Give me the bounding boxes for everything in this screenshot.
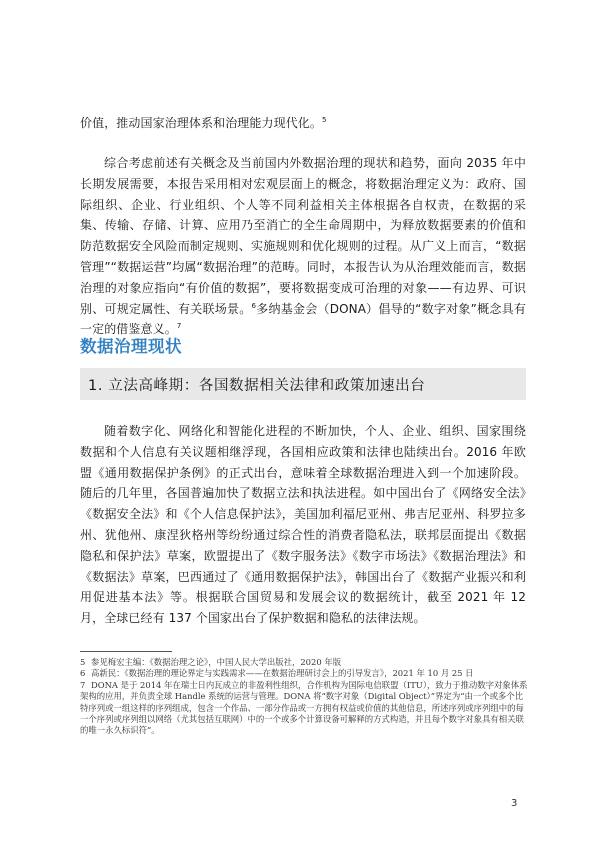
page-number: 3 — [511, 798, 518, 809]
footnote-ref-7[interactable]: 7 — [176, 322, 182, 331]
footnote-ref-5[interactable]: 5 — [322, 116, 327, 124]
footnotes — [80, 657, 530, 737]
section-title: 数据治理现状 — [80, 337, 182, 356]
subsection-title: 1. 立法高峰期：各国数据相关法律和政策加速出台 — [88, 378, 426, 394]
paragraph-continuation: 价值，推动国家治理体系和治理能力现代化。$^5$ — [80, 116, 327, 130]
paragraph-legislation: 随着数字化、网络化和智能化进程的不断加快，个人、企业、组织、国家围绕数据和个人信息有关议题相继浮现，各国相应政策和法律也陆续出台。2016 年欧盟《通用数据保护条例》的正式出台，意味着全球数据治理进入到一个加速阶段。随后的几年里，各国普遍加快了数据立法和执法进程。如中国出台了《网络安全法》《数据安全法》和《个人信息保护法》，美国加利福尼亚州、弗吉尼亚州、科罗拉多州、犹他州、康涅狄格州等纷纷通过综合性的消费者隐私法，联邦层面提出《数据隐私和保护法》草案，欧盟提出了《数字服务法》《数字市场法》《数据治理法》和《数据法》草案，巴西通过了《通用数据保护法》，韩国出台了《数据产业振兴和利用促进基本法》等。根据联合国贸易和发展会议的数据统计，截至 2021 年 12 月，全球已经有 137 个国家出台了保护数据和隐私的法律法规。 — [80, 424, 526, 626]
footnote-5: 5 参见梅宏主编：《数据治理之论》，中国人民大学出版社，2020 年版 — [80, 657, 342, 667]
paragraph-definition: 综合考虑前述有关概念及当前国内外数据治理的现状和趋势，面向 2035 年中长期发展需要，本报告采用相对宏观层面上的概念，将数据治理定义为：政府、国际组织、企业、行业组织、个人等不同利益相关主体根据各自权责，在数据的采集、传输、存储、计算、应用乃至消亡的全生命周期中，为释放数据要素的价值和防范数据安全风险而制定规则、实施规则和优化规则的过程。从广义上而言，“数据管理”“数据运营”均属“数据治理”的范畴。同时，本报告认为从治理效能而言，数据治理的对象应指向“有价值的数据”，要将数据变成可治理的对象——有边界、可识别、可规定属性、有关联场景。$^6$多纳基金会（DONA）倡导的“数字对象”概念具有一定的借鉴意义。$^7$ — [80, 156, 526, 337]
footnote-6: 6 高新民：《数据治理的理论界定与实践需求——在数据治理研讨会上的引导发言》，2021 年 10 月 25 日 — [80, 668, 474, 679]
footnote-7: 7 DONA 是于 2014 年在瑞士日内瓦成立的非盈利性组织，合作机构为国际电信联盟（ITU），致力于推动数字对象体系架构的应用，并负责全球 Handle 系统的运营与管理。DONA 将“数字对象（Digital Object）”界定为“由一个或多个比特序列或一组这样的序列组成，包含一个作品、一部分作品或一方拥有权益或价值的其他信息，所述序列或序列组中的每一个序列或序列组以网络（尤其包括互联网）中的一个或多个计算设备可解释的方式构造，并且每个数字对象具有相关联的唯一永久标识符”。 — [80, 679, 528, 736]
subsection-heading-bar — [80, 368, 526, 400]
footnote-divider — [80, 651, 172, 652]
footnote-ref-6[interactable]: 6 — [251, 301, 257, 310]
